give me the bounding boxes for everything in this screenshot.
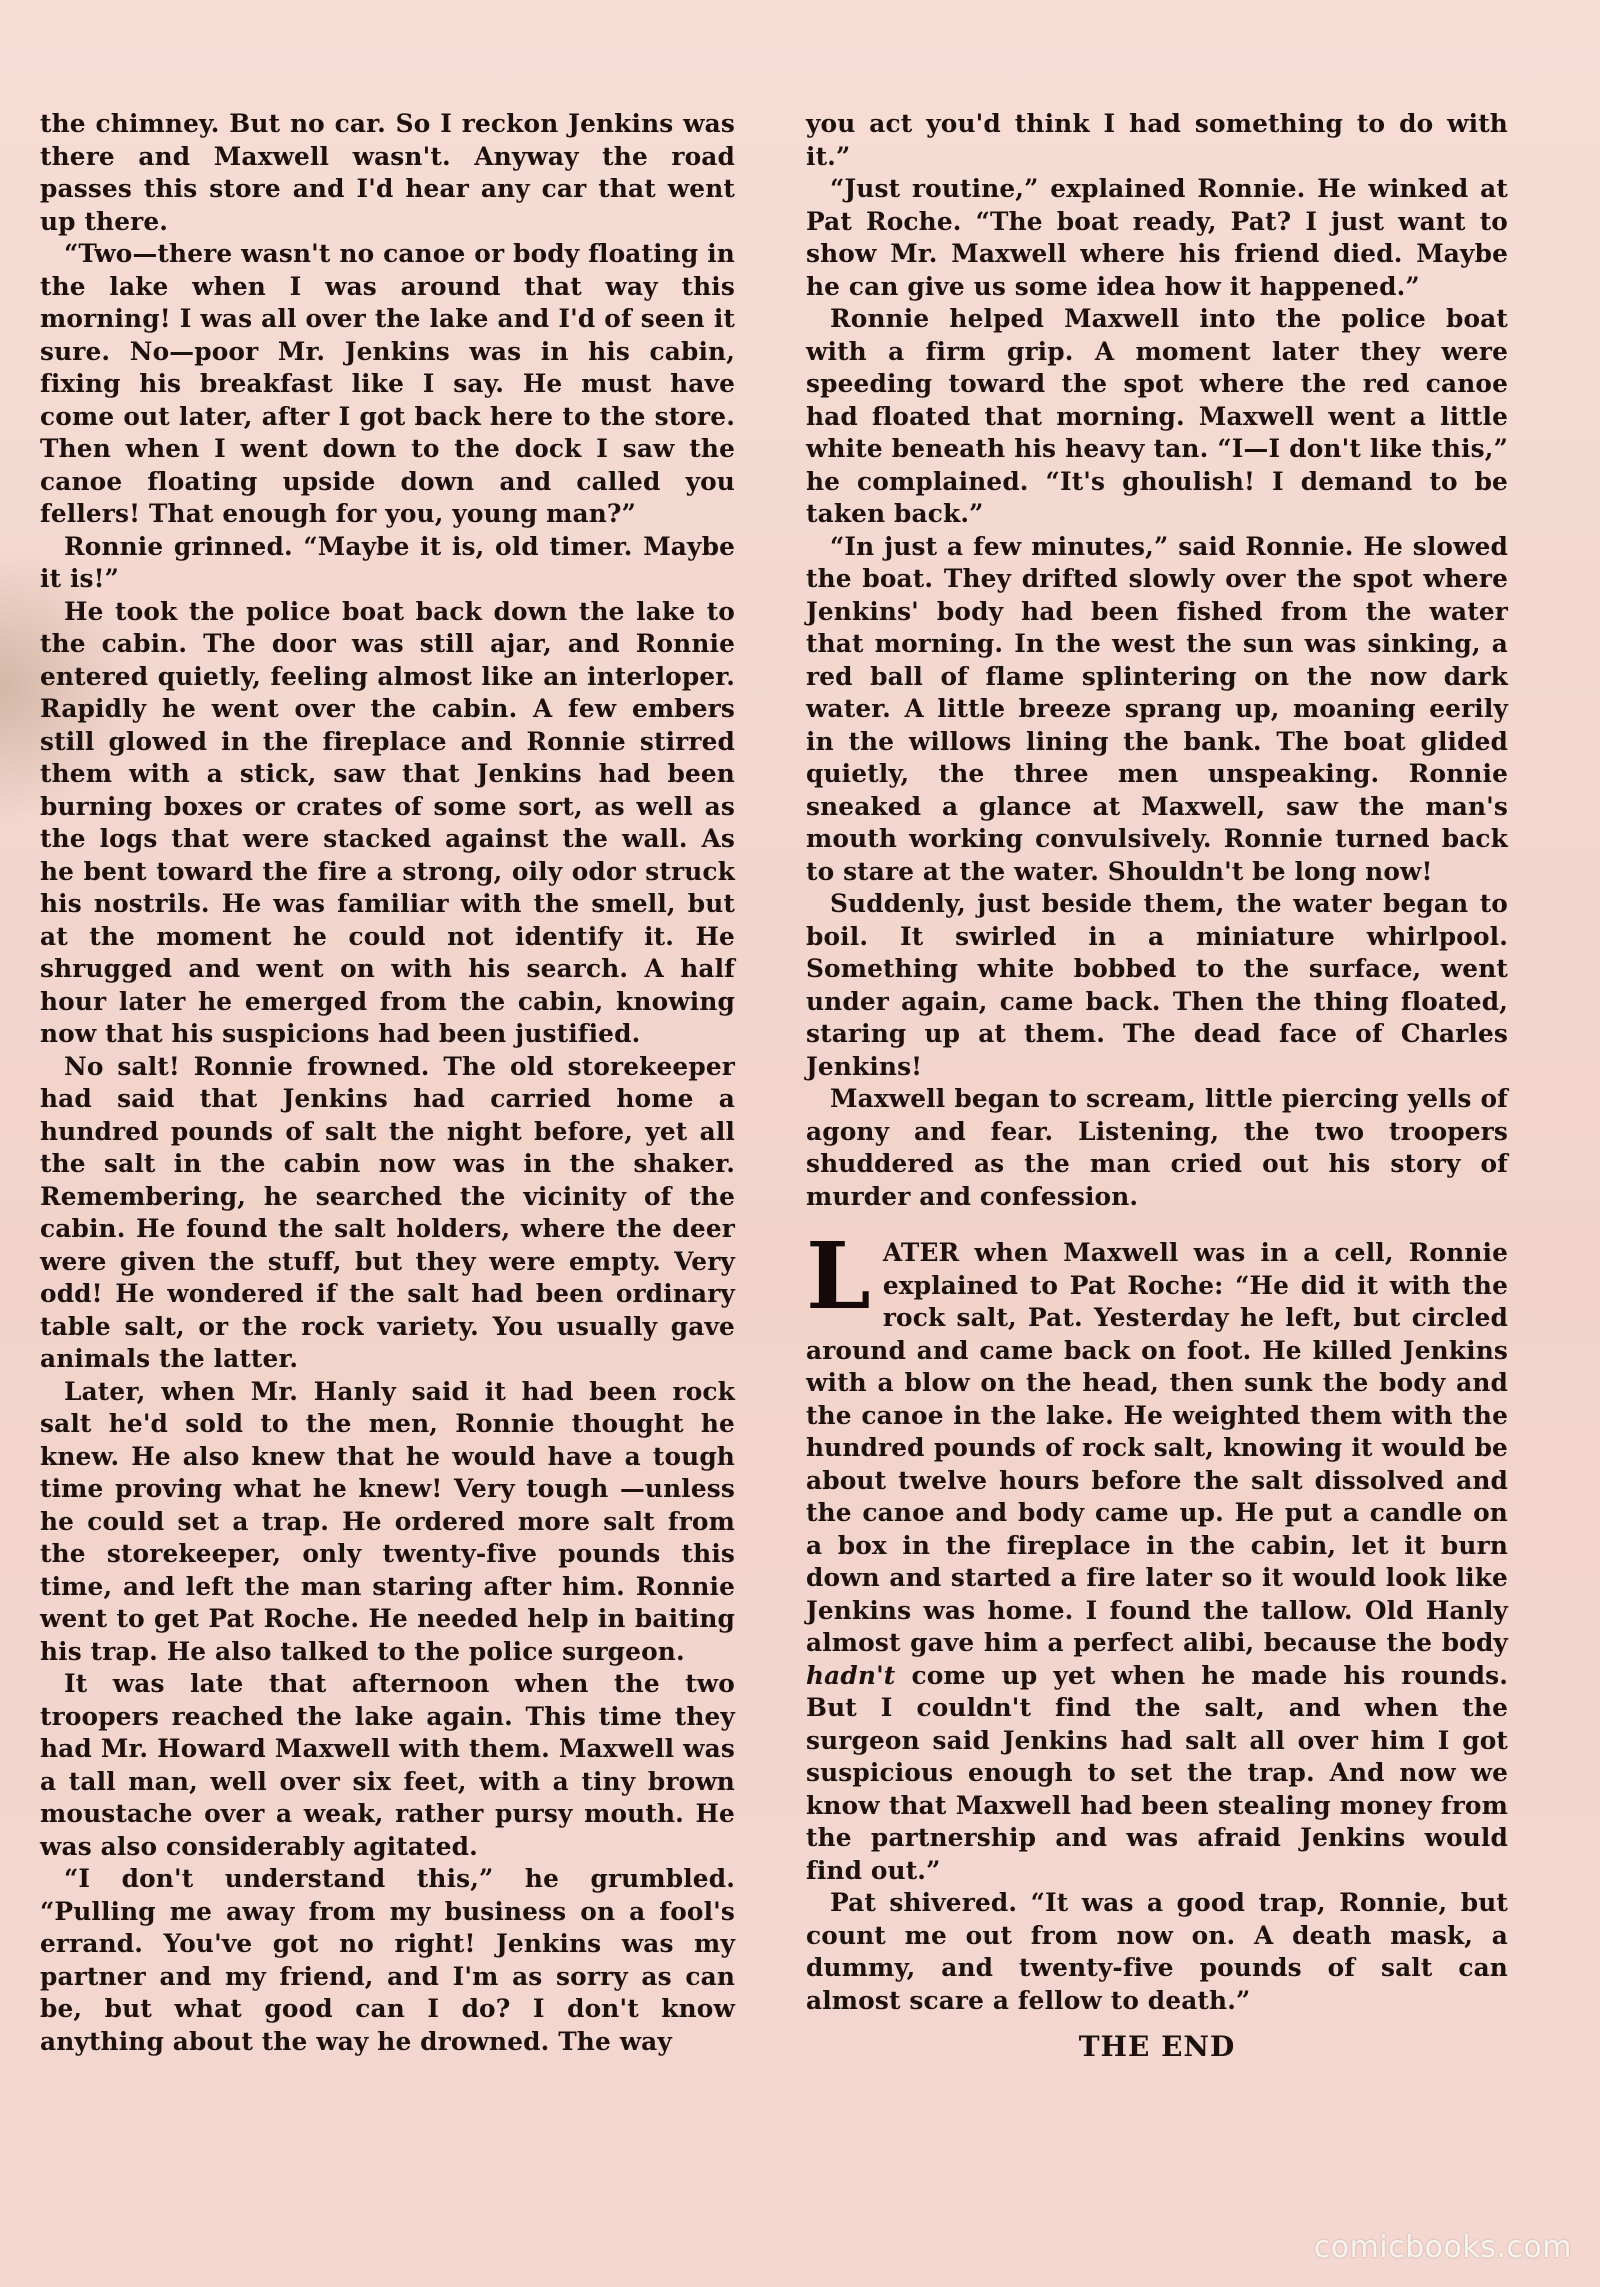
the-end-label: THE END — [1078, 2030, 1236, 2063]
paragraph: you act you'd think I had something to do with it.” — [806, 109, 1508, 171]
later-text: ATER when Maxwell was in a cell, Ronnie explained to Pat Roche: “He did it with the rock salt, Pat. Yesterday he left, but circled around and came back on foot. He killed Jenkins with a blow on the head, then sunk the body and the canoe in the lake. He weighted them with the hundred pounds of rock salt, knowing it would be about twelve hours before the salt dissolved and the canoe and body came up. He put a candle on a box in the fireplace in the cabin, let it burn down and started a fire later so it would look like Jenkins was home. I found the tallow. Old Hanly almost gave him a perfect alibi, because the body — [806, 1238, 1508, 1657]
paragraph: Maxwell began to scream, little piercing yells of agony and fear. Listening, the two troopers shuddered as the man cried out his story of murder and confession. — [806, 1084, 1508, 1211]
closing-paragraph: Pat shivered. “It was a good trap, Ronnie, but count me out from now on. A death mask, a dummy, and twenty-five pounds of salt can almost scare a fellow to death.” — [806, 1888, 1508, 2015]
paragraph: Ronnie grinned. “Maybe it is, old timer. Maybe it is!” — [40, 531, 735, 593]
paragraph: No salt! Ronnie frowned. The old storekeeper had said that Jenkins had carried home a hundred pounds of salt the night before, yet all the salt in the cabin now was in the shaker. Remembering, he searched the vicinity of the cabin. He found the salt holders, where the deer were given the stuff, but they were empty. Very odd! He wondered if the salt had been ordinary table salt, or the rock variety. You usually gave animals the latter. — [40, 1051, 735, 1373]
paragraph: He took the police boat back down the lake to the cabin. The door was still ajar, and Ronnie entered quietly, feeling almost like an interloper. Rapidly he went over the cabin. A few embers still glowed in the fireplace and Ronnie stirred them with a stick, saw that Jenkins had been burning boxes or crates of some sort, as well as the logs that were stacked against the wall. As he bent toward the fire a strong, oily odor struck his nostrils. He was familiar with the smell, but at the moment he could not identify it. He shrugged and went on with his search. A half hour later he emerged from the cabin, knowing now that his suspicions had been justified. — [40, 596, 735, 1048]
paragraph: the chimney. But no car. So I reckon Jenkins was there and Maxwell wasn't. Anyway the road passes this store and I'd hear any car that went up there. — [40, 109, 735, 236]
paragraph: “Just routine,” explained Ronnie. He winked at Pat Roche. “The boat ready, Pat? I just want to show Mr. Maxwell where his friend died. Maybe he can give us some idea how it happened.” — [806, 174, 1508, 301]
paragraph: Later, when Mr. Hanly said it had been rock salt he'd sold to the men, Ronnie thought he knew. He also knew that he would have a tough time proving what he knew! Very tough —unless he could set a trap. He ordered more salt from the storekeeper, only twenty-five pounds this time, and left the man staring after him. Ronnie went to get Pat Roche. He needed help in baiting his trap. He also talked to the police surgeon. — [40, 1376, 735, 1666]
later-text-continued: come up yet when he made his rounds. But I couldn't find the salt, and when the surgeon said Jenkins had salt all over him I got suspicious enough to set the trap. And now we know that Maxwell had been stealing money from the partnership and was afraid Jenkins would find out.” — [806, 1660, 1508, 1885]
paragraph: “Two—there wasn't no canoe or body floating in the lake when I was around that way this morning! I was all over the lake and I'd of seen it sure. No—poor Mr. Jenkins was in his cabin, fixing his breakfast like I say. He must have come out later, after I got back here to the store. Then when I went down to the dock I saw the canoe floating upside down and called you fellers! That enough for you, young man?” — [40, 239, 735, 528]
paragraph: “In just a few minutes,” said Ronnie. He slowed the boat. They drifted slowly over the spot where Jenkins' body had been fished from the water that morning. In the west the sun was sinking, a red ball of flame splintering on the now dark water. A little breeze sprang up, moaning eerily in the willows lining the bank. The boat glided quietly, the three men unspeaking. Ronnie sneaked a glance at Maxwell, saw the man's mouth working convulsively. Ronnie turned back to stare at the water. Shouldn't be long now! — [806, 531, 1508, 886]
watermark: comicbooks.com — [1313, 2230, 1572, 2265]
paragraph: Suddenly, just beside them, the water began to boil. It swirled in a miniature whirlpool. Something white bobbed to the surface, went under again, came back. Then the thing floated, staring up at them. The dead face of Charles Jenkins! — [806, 889, 1508, 1081]
paragraph: “I don't understand this,” he grumbled. “Pulling me away from my business on a fool's errand. You've got no right! Jenkins was my partner and my friend, and I'm as sorry as can be, but what good can I do? I don't know anything about the way he drowned. The way — [40, 1864, 735, 2056]
emphasis-text: hadn't — [806, 1660, 896, 1690]
left-column — [40, 108, 735, 2058]
right-column — [806, 108, 1508, 2064]
drop-cap: L — [806, 1222, 871, 1330]
later-section — [806, 1222, 1508, 1887]
paragraph: It was late that afternoon when the two troopers reached the lake again. This time they had Mr. Howard Maxwell with them. Maxwell was a tall man, well over six feet, with a tiny brown moustache over a weak, rather pursy mouth. He was also considerably agitated. — [40, 1669, 735, 1861]
paragraph: Ronnie helped Maxwell into the police boat with a firm grip. A moment later they were speeding toward the spot where the red canoe had floated that morning. Maxwell went a little white beneath his heavy tan. “I—I don't like this,” he complained. “It's ghoulish! I demand to be taken back.” — [806, 304, 1508, 528]
